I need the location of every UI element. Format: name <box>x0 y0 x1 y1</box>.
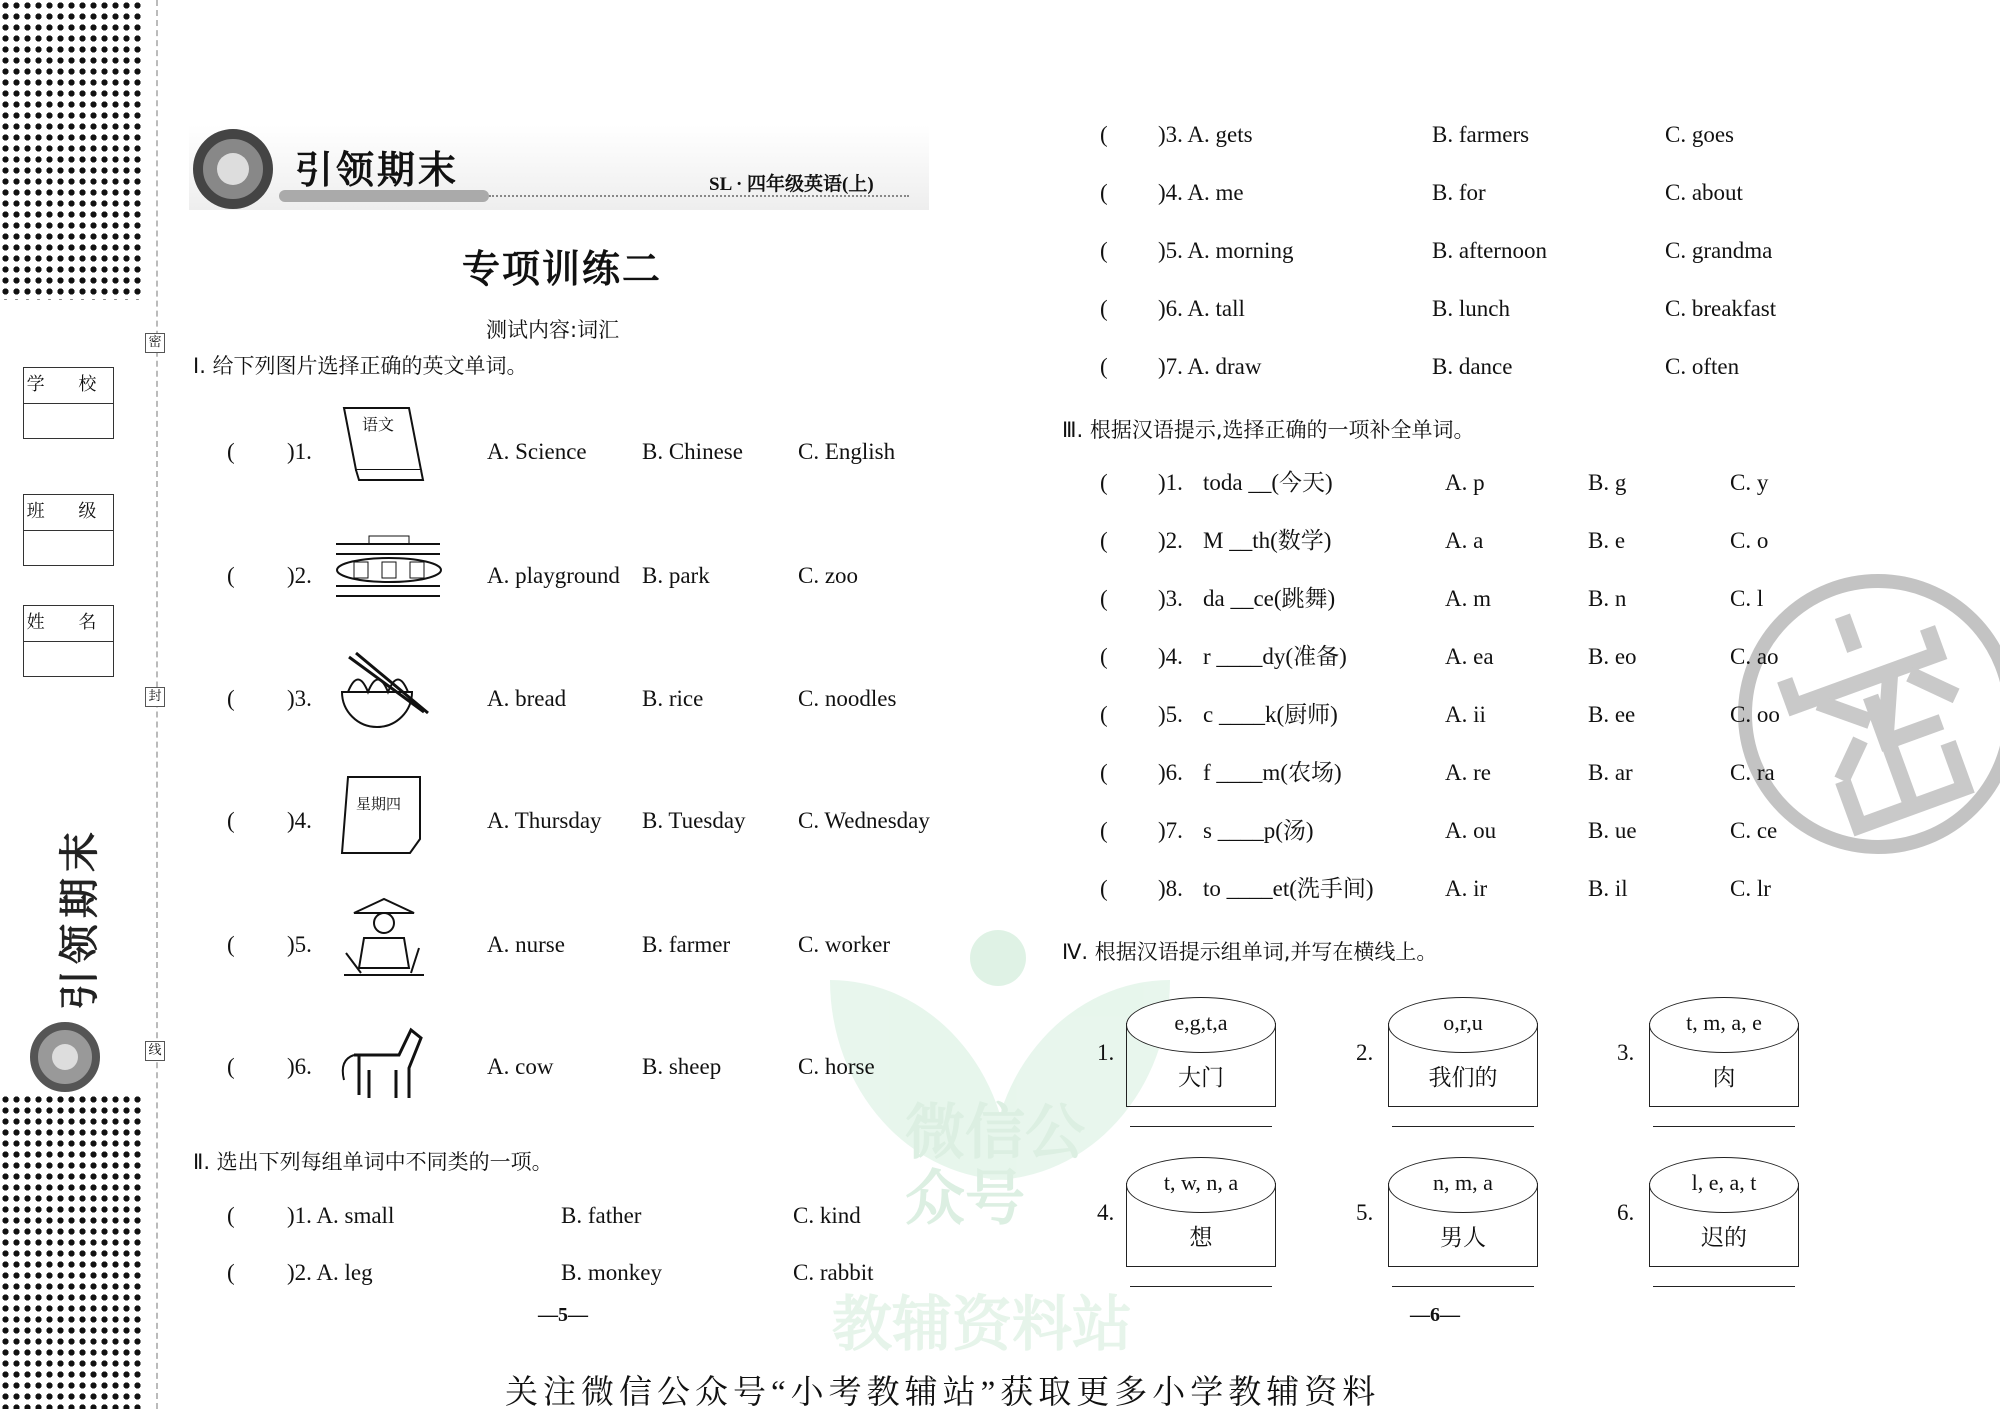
word-prompt: da __ce(跳舞) <box>1203 586 1336 611</box>
option-b[interactable]: B. dance <box>1432 354 1513 379</box>
decorative-dots-bottom <box>0 1094 142 1409</box>
option-c[interactable]: C. oo <box>1730 702 1780 727</box>
svg-text:星期四: 星期四 <box>356 797 402 813</box>
page-number-left: —5— <box>538 1304 588 1326</box>
option-a[interactable]: A. ir <box>1445 876 1488 901</box>
option-a[interactable]: A. cow <box>487 1054 554 1079</box>
answer-paren[interactable]: ( <box>227 686 235 711</box>
watermark-line1: 微信公众号 <box>905 1098 1085 1234</box>
option-c[interactable]: C. y <box>1730 470 1769 495</box>
answer-paren[interactable]: ( <box>1100 296 1108 321</box>
option-a[interactable]: A. ii <box>1445 702 1486 727</box>
question-number: )5. <box>1158 702 1183 727</box>
option-b[interactable]: B. Chinese <box>642 439 743 464</box>
option-c[interactable]: C. kind <box>793 1203 861 1228</box>
option-c[interactable]: C. rabbit <box>793 1260 874 1285</box>
answer-paren[interactable]: ( <box>227 563 235 588</box>
option-b[interactable]: B. ue <box>1588 818 1637 843</box>
question-number-option-a[interactable]: )5. A. morning <box>1158 238 1294 263</box>
option-b[interactable]: B. g <box>1588 470 1627 495</box>
page-number-right: —6— <box>1410 1304 1460 1326</box>
option-c[interactable]: C. worker <box>798 932 890 957</box>
option-c[interactable]: C. l <box>1730 586 1764 611</box>
letter-cylinder <box>1126 1157 1276 1267</box>
answer-line[interactable] <box>1653 1286 1795 1287</box>
word-prompt: f ____m(农场) <box>1203 760 1342 785</box>
question-number: )1. <box>287 439 312 464</box>
option-b[interactable]: B. farmers <box>1432 122 1530 147</box>
option-b[interactable]: B. father <box>561 1203 642 1228</box>
page-title: 专项训练二 <box>462 247 663 291</box>
question-number: )5. <box>287 932 312 957</box>
item-number: 5. <box>1356 1200 1374 1225</box>
seal-mark-xian: 线 <box>145 1041 165 1061</box>
word-prompt: c ____k(厨师) <box>1203 702 1338 727</box>
banner-title: 引领期末 <box>295 148 460 192</box>
answer-paren[interactable]: ( <box>1100 818 1108 843</box>
option-b[interactable]: B. for <box>1432 180 1486 205</box>
decorative-dots-top <box>0 0 142 300</box>
item-number: 2. <box>1356 1040 1374 1065</box>
section2-heading: Ⅱ. 选出下列每组单词中不同类的一项。 <box>193 1150 553 1174</box>
question-number: )2. <box>1158 528 1183 553</box>
answer-paren[interactable]: ( <box>227 808 235 833</box>
letter-cylinder <box>1126 997 1276 1107</box>
answer-paren[interactable]: ( <box>1100 644 1108 669</box>
option-c[interactable]: C. horse <box>798 1054 875 1079</box>
option-c[interactable]: C. lr <box>1730 876 1771 901</box>
option-c[interactable]: C. o <box>1730 528 1769 553</box>
option-b[interactable]: B. il <box>1588 876 1628 901</box>
option-b[interactable]: B. rice <box>642 686 704 711</box>
option-b[interactable]: B. farmer <box>642 932 731 957</box>
option-c[interactable]: C. ao <box>1730 644 1779 669</box>
chinese-hint: 我们的 <box>1428 1065 1498 1091</box>
option-c[interactable]: C. Wednesday <box>798 808 930 833</box>
header-banner <box>189 125 929 210</box>
chinese-hint: 想 <box>1189 1225 1213 1251</box>
option-b[interactable]: B. lunch <box>1432 296 1510 321</box>
farmer-icon <box>334 893 434 983</box>
word-prompt: to ____et(洗手间) <box>1203 876 1374 901</box>
calendar-icon <box>334 769 434 859</box>
school-field[interactable] <box>23 367 114 439</box>
letters: n, m, a <box>1388 1157 1538 1213</box>
answer-paren[interactable]: ( <box>1100 876 1108 901</box>
answer-line[interactable] <box>1392 1286 1534 1287</box>
option-b[interactable]: B. sheep <box>642 1054 722 1079</box>
answer-paren[interactable]: ( <box>227 439 235 464</box>
footer-note: 关注微信公众号“小考教辅站”获取更多小学教辅资料 <box>505 1375 1381 1411</box>
question-number: )4. <box>287 808 312 833</box>
word-prompt: toda __(今天) <box>1203 470 1333 495</box>
question-number: )7. <box>1158 818 1183 843</box>
option-a[interactable]: A. m <box>1445 586 1491 611</box>
answer-paren[interactable]: ( <box>1100 760 1108 785</box>
item-number: 3. <box>1617 1040 1635 1065</box>
option-a[interactable]: A. nurse <box>487 932 565 957</box>
option-b[interactable]: B. park <box>642 563 710 588</box>
option-b[interactable]: B. ar <box>1588 760 1633 785</box>
option-a[interactable]: A. a <box>1445 528 1484 553</box>
option-c[interactable]: C. about <box>1665 180 1743 205</box>
building-icon <box>334 524 434 614</box>
word-prompt: s ____p(汤) <box>1203 818 1314 843</box>
school-label: 学 校 <box>24 368 113 404</box>
noodles-icon <box>334 647 434 737</box>
section4-heading: Ⅳ. 根据汉语提示组单词,并写在横线上。 <box>1062 940 1438 964</box>
option-c[interactable]: C. ra <box>1730 760 1775 785</box>
option-c[interactable]: C. English <box>798 439 896 464</box>
letters: t, m, a, e <box>1649 997 1799 1053</box>
option-a[interactable]: A. Thursday <box>487 808 602 833</box>
watermark-line2: 教辅资料站 <box>832 1290 1132 1360</box>
letters: o,r,u <box>1388 997 1538 1053</box>
book-subtitle: SL · 四年级英语(上) <box>709 174 874 195</box>
option-c[interactable]: C. often <box>1665 354 1740 379</box>
answer-line[interactable] <box>1130 1286 1272 1287</box>
answer-line[interactable] <box>1653 1126 1795 1127</box>
option-a[interactable]: A. playground <box>487 563 620 588</box>
question-number: )6. <box>287 1054 312 1079</box>
answer-paren[interactable]: ( <box>1100 470 1108 495</box>
letters: t, w, n, a <box>1126 1157 1276 1213</box>
letters: l, e, a, t <box>1649 1157 1799 1213</box>
letters: e,g,t,a <box>1126 997 1276 1053</box>
option-c[interactable]: C. grandma <box>1665 238 1773 263</box>
horse-icon <box>334 1015 434 1105</box>
answer-paren[interactable]: ( <box>227 1203 235 1228</box>
section3-heading: Ⅲ. 根据汉语提示,选择正确的一项补全单词。 <box>1062 418 1475 442</box>
answer-paren[interactable]: ( <box>1100 586 1108 611</box>
answer-paren[interactable]: ( <box>227 1260 235 1285</box>
question-number: )3. <box>1158 586 1183 611</box>
question-number-option-a[interactable]: )7. A. draw <box>1158 354 1262 379</box>
option-c[interactable]: C. noodles <box>798 686 897 711</box>
question-number: )8. <box>1158 876 1183 901</box>
option-a[interactable]: A. ea <box>1445 644 1494 669</box>
letter-cylinder <box>1388 1157 1538 1267</box>
option-b[interactable]: B. ee <box>1588 702 1636 727</box>
letter-cylinder <box>1649 997 1799 1107</box>
question-number: )6. <box>1158 760 1183 785</box>
option-b[interactable]: B. n <box>1588 586 1627 611</box>
item-number: 1. <box>1097 1040 1115 1065</box>
option-a[interactable]: A. Science <box>487 439 587 464</box>
option-a[interactable]: A. re <box>1445 760 1491 785</box>
option-c[interactable]: C. breakfast <box>1665 296 1777 321</box>
answer-paren[interactable]: ( <box>227 1054 235 1079</box>
letter-cylinder <box>1649 1157 1799 1267</box>
answer-line[interactable] <box>1130 1126 1272 1127</box>
question-number: )1. <box>1158 470 1183 495</box>
option-a[interactable]: A. bread <box>487 686 567 711</box>
svg-text:语文: 语文 <box>362 417 395 434</box>
answer-paren[interactable]: ( <box>227 932 235 957</box>
answer-paren[interactable]: ( <box>1100 180 1108 205</box>
question-number-option-a[interactable]: )2. A. leg <box>287 1260 373 1285</box>
answer-paren[interactable]: ( <box>1100 354 1108 379</box>
answer-paren[interactable]: ( <box>1100 238 1108 263</box>
stamp-mi-glyph-icon <box>1752 588 2000 840</box>
question-number-option-a[interactable]: )1. A. small <box>287 1203 395 1228</box>
option-a[interactable]: A. ou <box>1445 818 1497 843</box>
class-label: 班 级 <box>24 495 113 531</box>
word-prompt: M __th(数学) <box>1203 528 1332 553</box>
sidebar-logo-wheel-icon <box>30 1022 100 1092</box>
letter-cylinder <box>1388 997 1538 1107</box>
item-number: 4. <box>1097 1200 1115 1225</box>
question-number: )2. <box>287 563 312 588</box>
chinese-hint: 大门 <box>1178 1065 1224 1091</box>
name-label: 姓 名 <box>24 606 113 642</box>
answer-paren[interactable]: ( <box>1100 122 1108 147</box>
test-content: 测试内容:词汇 <box>486 318 620 342</box>
book-icon <box>334 400 434 490</box>
option-c[interactable]: C. ce <box>1730 818 1778 843</box>
item-number: 6. <box>1617 1200 1635 1225</box>
chinese-hint: 肉 <box>1712 1065 1736 1091</box>
option-a[interactable]: A. p <box>1445 470 1485 495</box>
option-b[interactable]: B. monkey <box>561 1260 662 1285</box>
section1-heading: Ⅰ. 给下列图片选择正确的英文单词。 <box>193 354 528 378</box>
option-b[interactable]: B. e <box>1588 528 1626 553</box>
option-c[interactable]: C. goes <box>1665 122 1734 147</box>
answer-paren[interactable]: ( <box>1100 702 1108 727</box>
option-b[interactable]: B. Tuesday <box>642 808 746 833</box>
option-b[interactable]: B. eo <box>1588 644 1637 669</box>
question-number-option-a[interactable]: )3. A. gets <box>1158 122 1253 147</box>
question-number: )4. <box>1158 644 1183 669</box>
seal-mark-feng: 封 <box>145 687 165 707</box>
chinese-hint: 迟的 <box>1701 1225 1747 1251</box>
seal-mark-mi: 密 <box>145 333 165 353</box>
question-number-option-a[interactable]: )4. A. me <box>1158 180 1244 205</box>
chinese-hint: 男人 <box>1440 1225 1486 1251</box>
class-field[interactable] <box>23 494 114 566</box>
name-field[interactable] <box>23 605 114 677</box>
answer-paren[interactable]: ( <box>1100 528 1108 553</box>
word-prompt: r ____dy(准备) <box>1203 644 1347 669</box>
question-number-option-a[interactable]: )6. A. tall <box>1158 296 1245 321</box>
option-c[interactable]: C. zoo <box>798 563 859 588</box>
sidebar-logo: 引领期末 <box>57 826 103 1010</box>
option-b[interactable]: B. afternoon <box>1432 238 1547 263</box>
question-number: )3. <box>287 686 312 711</box>
answer-line[interactable] <box>1392 1126 1534 1127</box>
